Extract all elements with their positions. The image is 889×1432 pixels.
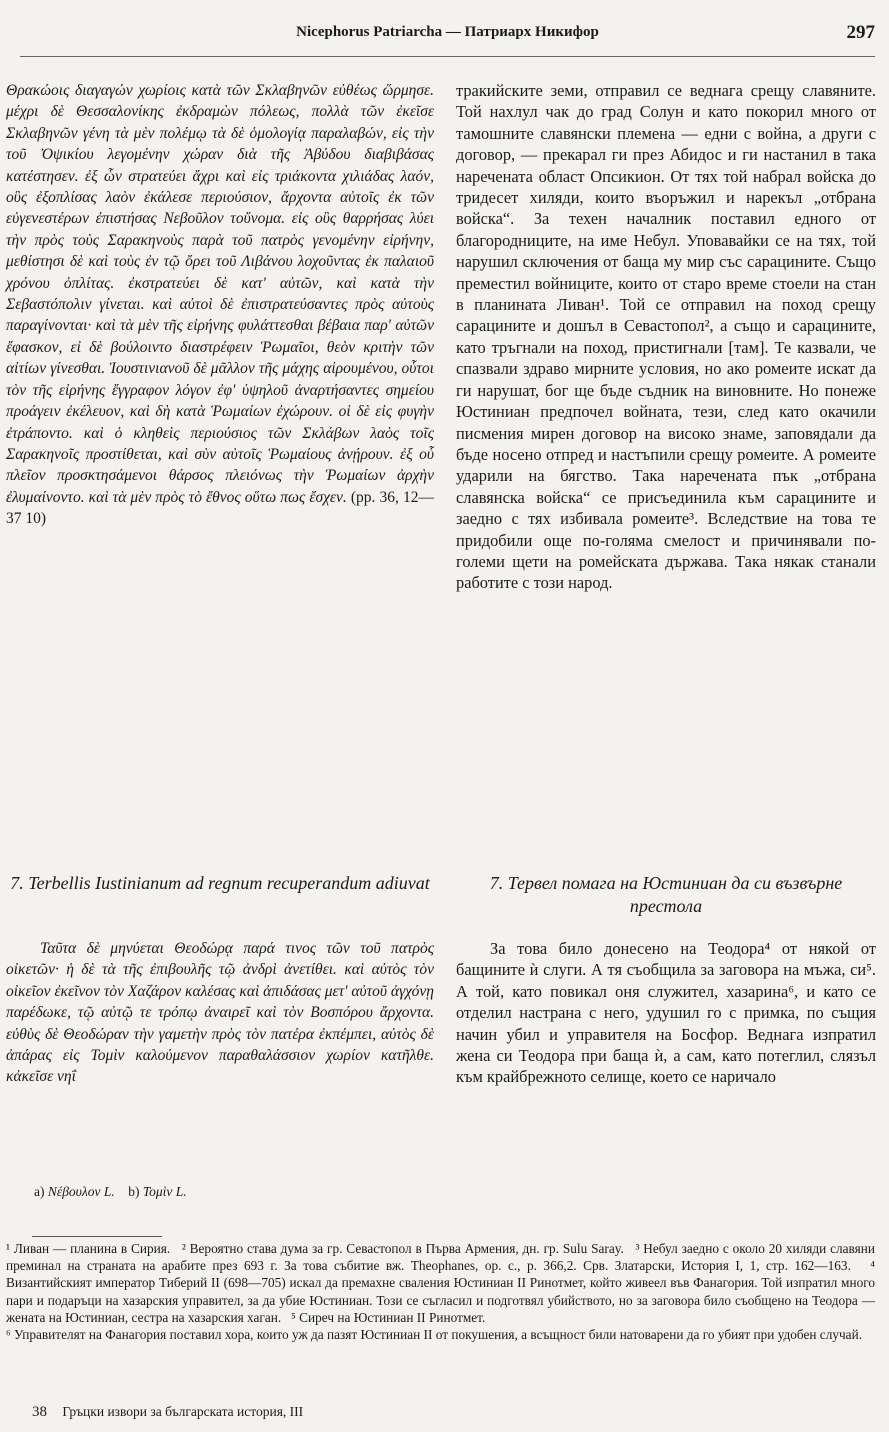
greek-text-top <box>6 80 434 530</box>
footnote-4: ⁴ Византийският император Тиберий II (698—705) искал да премахне сваления Юстиниан II Ринотмет, който живеел във Фанагория. Той изпратил много пари и подаръци на хазарския управител, за да убие Юстиниан. Този се съгласил и подготвял убийството, но за заговора било съобщено на Теодора — жената на Юстиниан, сестра на хазарския хаган. <box>6 1258 875 1325</box>
bulgarian-paragraph: тракийските земи, отправил се веднага срещу славяните. Той нахлул чак до град Солун и като покорил много от тамошните славянски племена — едни с война, а други с договор, — прекарал ги през Абидос и ги настанил в така наречената област Опсикион. От тях той набрал войска до тридесет хиляди, които въоръжил и нарекъл „отбрана войска“. За техен началник поставил едного от благородниците, на име Небул. Уповавайки се на тях, той нарушил сключения от баща му мир със сарацините. Също преместил войниците, които от старо време стоели на стан в планината Ливан¹. Той се отправил на поход срещу сарацините и дошъл в Севастопол², а също и сарацините, като тръгнали на поход, пристигнали [там]. Те казвали, че спазвали здраво мирните условия, но ако ромеите искат да ги нарушат, бог ще бъде съдник на виновните. Но понеже Юстиниан предпочел войната, тези, след като окачили писмения мирен договор на високо знаме, заповядали да бъде носено отпред и настъпили срещу ромеите. А ромеите ударили на бягство. Така наречената пък „отбрана славянска войска“ се присъединила към сарацините и заедно с тях избивала ромеите³. Вследствие на това те придобили още по-голяма смелост и причинявали по-големи щети на ромейската държава. Така някак станали работите с този народ. <box>456 81 876 593</box>
sheet-number: 38 <box>32 1404 47 1420</box>
footnotes <box>6 1240 875 1343</box>
page-header <box>20 22 875 57</box>
page-number: 297 <box>846 22 875 43</box>
footnote-3: ³ Небул заедно с около 20 хиляди славяни преминал на страната на арабите през 693 г. За това събитие вж. Theophanes, op. c., p. 366,2. Срв. Златарски, История I, 1, стр. 162—163. <box>6 1241 876 1274</box>
section-heading-bulgarian: 7. Тервел помага на Юстиниан да си възвърне престола <box>489 873 843 916</box>
greek-paragraph-2: Ταῦτα δὲ μηνύεται Θεοδώρᾳ παρά τινος τῶν τοῦ πατρὸς οἰκετῶν· ἡ δὲ τὰ τῆς ἐπιβουλῆς τῷ ἀνδρὶ ἀνετίθει. καὶ αὐτὸς τὸν οἰκεῖον ἐκεῖνον τὸν Χαζάρον καλέσας καὶ ἀπιδάσας μετ' αὐτοῦ ἀγχόνῃ παρέδωκε, τῷ αὐτῷ τε τρόπῳ ἀναιρεῖ καὶ τὸν Βοσπόρου ἄρχοντα. εὐθὺς δὲ Θεοδώραν τὴν γαμετὴν πρὸς τὸν πατέρα ἐκπέμπει, αὐτὸς δὲ ἀπάρας εἰς Τομὶν καλούμενον παραθαλάσσιον χωρίον κατῆλθε. κἀκεῖσε νηΐ <box>6 940 434 1086</box>
bulgarian-paragraph-2: За това било донесено на Теодора⁴ от някой от бащините ѝ слуги. А тя съобщила за заговора на мъжа, си⁵. А той, като повикал оня служител, хазарина⁶, и като се отделил настрана с него, удушил го с примка, по същия начин убил и управителя на Босфор. Веднага изпратил жена си Теодора при баща ѝ, а сам, като потеглил, слязъл към крайбрежното селище, което се наричало <box>456 939 876 1087</box>
greek-paragraph: Θρακώοις διαγαγών χωρίοις κατὰ τῶν Σκλαβηνῶν εὐθέως ὥρμησε. μέχρι δὲ Θεσσαλονίκης ἐκδραμὼν πόλεως, πολλὰ τῶν ἐκεῖσε Σκλαβηνῶν γένη τὰ μὲν πολέμῳ τὰ δὲ ὁμολογίᾳ παραλαβών, εἰς τὴν τοῦ Ὀψικίου λεγομένην χώραν διὰ τῆς Ἀβύδου διαβιβάσας κατέστησεν. ἐξ ὧν στρατεύει ἄχρι καὶ εἰς τριάκοντα χιλιάδας λαόν, οὓς ἐξοπλίσας λαὸν ἐκάλεσε περιούσιον, ἄρχοντα αὐτοῖς ἐκ τῶν εὐγενεστέρων ἐπιστήσας Νεβοῦλον τοὔνομα. εἰς οὓς θαρρήσας λύει τὴν πρὸς τοὺς Σαρακηνοὺς παρὰ τοῦ πατρὸς γενομένην εἰρήνην, μεθίστησι δὲ καὶ τοὺς ἐν τῷ ὄρει τοῦ Λιβάνου λοχοῦντας ἐκ παλαιοῦ χρόνου ὁπλίτας. ἐκστρατεύει δὲ κατ' αὐτῶν, καὶ κατὰ τὴν Σεβαστόπολιν γίνεται. καὶ αὐτοὶ δὲ ἐπιστρατεύσαντες πρὸς αὐτοὺς παραγίνονται· καὶ τὰ μὲν τῆς εἰρήνης φυλάττεσθαι βέβαια παρ' αὐτῶν ἔφασκον, εἰ δὲ βούλοιντο διαστρέφειν Ῥωμαῖοι, θεὸν κριτὴν τῶν αἰτίων γίνεσθαι. Ἰουστινιανοῦ δὲ μᾶλλον τῆς μάχης αἱρουμένου, οὗτοι τὸν τῆς εἰρήνης ἔγγραφον λόγον ἐφ' ὑψηλοῦ ἀναρτήσαντες σημείου προάγειν ἐκέλευον, καὶ δὴ κατὰ Ῥωμαίων ἐχώρουν. οἱ δὲ εἰς φυγὴν ἐτράποντο. καὶ ὁ κληθεὶς περιούσιος τῶν Σκλάβων λαὸς τοῖς Σαρακηνοῖς προστίθεται, καὶ σὺν αὐτοῖς Ῥωμαίους ἀνῄρουν. ἐξ οὗ πλεῖον προσκτησάμενοι θάρσος πλειόνως τὴν Ῥωμαίων ἀρχὴν ἐλυμαίνοντο. καὶ τὰ μὲν πρὸς τὸ ἔθνος οὕτω πως ἔσχεν. <box>6 82 434 506</box>
page-footer <box>32 1404 303 1421</box>
section-heading-latin: 7. Terbellis Iustinianum ad regnum recuperandum adiuvat <box>10 873 430 893</box>
running-title: Nicephorus Patriarcha — Патриарх Никифор <box>296 24 599 40</box>
greek-text-bottom <box>6 938 434 1088</box>
bulgarian-text-top <box>456 80 876 594</box>
footnote-2: ² Вероятно става дума за гр. Севастопол в Първа Армения, дн. гр. Sulu Saray. <box>181 1241 624 1256</box>
footnote-1: ¹ Ливан — планина в Сирия. <box>6 1241 171 1256</box>
footnote-6: ⁶ Управителят на Фанагория поставил хора, които уж да пазят Юстиниан II от покушения, а всъщност били натоварени да го убият при удобен случай. <box>6 1327 863 1343</box>
footnote-5: ⁵ Сиреч на Юстиниан II Ринотмет. <box>291 1309 486 1325</box>
critical-apparatus: a) Νέβουλον L. b) Τομὶν L. <box>34 1184 187 1199</box>
footnote-rule <box>32 1236 162 1237</box>
bulgarian-text-bottom <box>456 938 876 1088</box>
greek-citation: (pp. 36, 12—37 10) <box>6 488 435 528</box>
sheet-title: Гръцки извори за българската история, III <box>62 1404 304 1419</box>
